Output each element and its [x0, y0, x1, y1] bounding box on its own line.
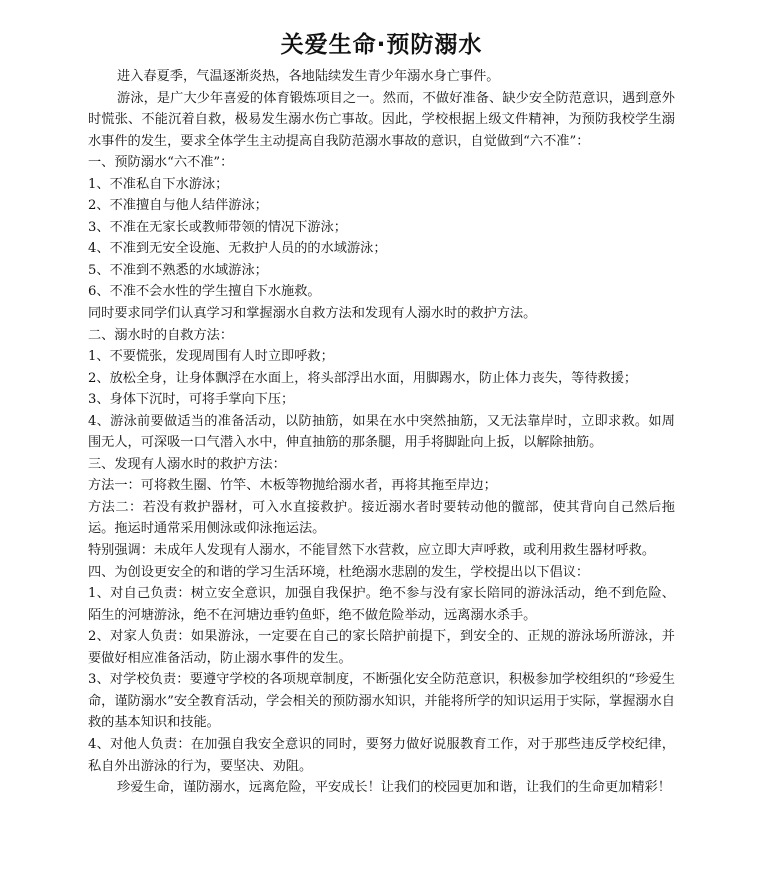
document-body [88, 66, 675, 799]
document-paragraph: 游泳，是广大少年喜爱的体育锻炼项目之一。然而，不做好准备、缺少安全防范意识，遇到意外时慌张、不能沉着自救，极易发生溺水伤亡事故。因此，学校根据上级文件精神，为预防我校学生溺水事件的发生，要求全体学生主动提高自我防范溺水事故的意识，自觉做到“六不准”： [88, 90, 675, 149]
document-paragraph: 进入春夏季，气温逐渐炎热，各地陆续发生青少年溺水身亡事件。 [117, 69, 500, 84]
document-paragraph: 4、不准到无安全设施、无救护人员的的水域游泳； [88, 241, 387, 257]
document-paragraph: 一、预防溺水“六不准”： [88, 155, 234, 171]
document-paragraph: 6、不准不会水性的学生擅自下水施救。 [88, 284, 321, 300]
document-paragraph: 1、不准私自下水游泳； [88, 176, 229, 192]
document-paragraph: 方法一：可将救生圈、竹竿、木板等物抛给溺水者，再将其拖至岸边； [88, 478, 497, 494]
document-paragraph: 3、对学校负责：要遵守学校的各项规章制度，不断强化安全防范意识，积极参加学校组织的“珍爱生命，谨防溺水”安全教育活动，学会相关的预防溺水知识，并能将所学的知识运用于实际，掌握溺水自救的基本知识和技能。 [88, 672, 675, 731]
document-paragraph: 4、游泳前要做适当的准备活动，以防抽筋，如果在水中突然抽筋，又无法靠岸时，立即求救。如周围无人，可深吸一口气潜入水中，伸直抽筋的那条腿，用手将脚趾向上扳，以解除抽筋。 [88, 413, 675, 451]
document-paragraph: 1、对自己负责：树立安全意识，加强自我保护。绝不参与没有家长陪同的游泳活动，绝不到危险、陌生的河塘游泳，绝不在河塘边垂钓鱼虾，绝不做危险举动，远离溺水杀手。 [88, 586, 675, 623]
document-paragraph: 特别强调：未成年人发现有人溺水，不能冒然下水营救，应立即大声呼救，或利用救生器材呼救。 [88, 543, 656, 559]
document-paragraph: 珍爱生命，谨防溺水，远离危险，平安成长！让我们的校园更加和谐，让我们的生命更加精彩！ [117, 780, 671, 796]
document-paragraph: 同时要求同学们认真学习和掌握溺水自救方法和发现有人溺水时的救护方法。 [88, 306, 537, 322]
document-paragraph: 4、对他人负责：在加强自我安全意识的同时，要努力做好说服教育工作，对于那些违反学校纪律，私自外出游泳的行为，要坚决、劝阻。 [88, 736, 675, 774]
document-paragraph: 1、不要慌张，发现周围有人时立即呼救； [88, 349, 334, 365]
document-title: 关爱生命·预防溺水 [280, 32, 483, 58]
document-paragraph: 三、发现有人溺水时的救护方法： [88, 456, 286, 472]
document-paragraph: 5、不准到不熟悉的水域游泳； [88, 262, 268, 278]
document-paragraph: 方法二：若没有救护器材，可入水直接救护。接近溺水者时要转动他的髋部，使其背向自己然后拖运。拖运时通常采用侧泳或仰泳拖运法。 [88, 499, 675, 537]
document-paragraph: 二、溺水时的自救方法： [88, 327, 234, 343]
document-paragraph: 2、放松全身，让身体飘浮在水面上，将头部浮出水面，用脚踢水，防止体力丧失，等待救援； [88, 370, 638, 386]
document-paragraph: 四、为创设更安全的和谐的学习生活环境，杜绝溺水悲剧的发生，学校提出以下倡议： [88, 564, 590, 580]
document-paragraph: 2、对家人负责：如果游泳，一定要在自己的家长陪护前提下，到安全的、正规的游泳场所游泳，并要做好相应准备活动，防止溺水事件的发生。 [88, 629, 675, 666]
document-paragraph: 3、不准在无家长或教师带领的情况下游泳； [88, 219, 347, 235]
document-paragraph: 3、身体下沉时，可将手掌向下压； [88, 392, 295, 408]
document-paragraph: 2、不准擅自与他人结伴游泳； [88, 198, 268, 214]
